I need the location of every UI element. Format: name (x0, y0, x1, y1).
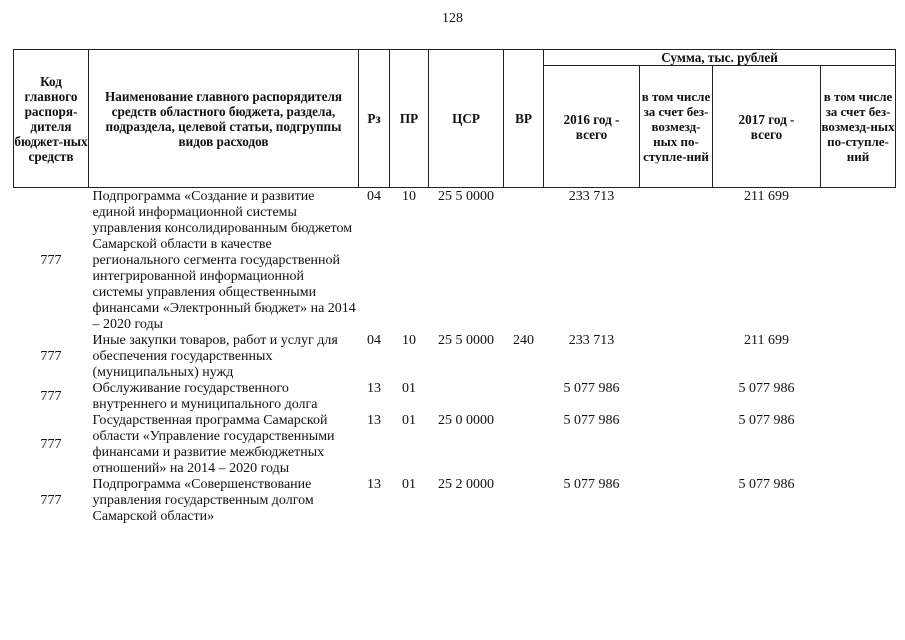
row-csr: 25 5 0000 (438, 333, 494, 348)
header-rz: Рз (359, 50, 390, 188)
row-pr: 01 (402, 381, 416, 396)
row-2016-total: 233 713 (568, 189, 615, 204)
row-csr (429, 381, 504, 413)
row-2016-total: 5 077 986 (563, 477, 620, 492)
header-2017-grants: в том числе за счет без-возмезд-ных по-ступле-ний (821, 66, 896, 188)
row-vr (504, 477, 544, 525)
row-2017-grants (821, 413, 896, 477)
table-row (14, 381, 896, 413)
table-row (14, 477, 896, 525)
row-2017-grants (821, 188, 896, 334)
row-csr: 25 2 0000 (438, 477, 494, 492)
table-row (14, 333, 896, 381)
row-2016-grants (640, 413, 713, 477)
table-body (14, 188, 896, 526)
header-2016-grants: в том числе за счет без-возмезд-ных по-ступле-ний (640, 66, 713, 188)
row-vr: 240 (513, 333, 534, 348)
row-name: Подпрограмма «Создание и развитие единой информационной системы управления консолидированным бюджетом Самарской области в качестве регионального сегмента государственной интегрированной информационной системы управления общественными финансами «Электронный бюджет» на 2014 – 2020 годы (92, 189, 356, 332)
row-2017-total: 5 077 986 (738, 381, 795, 396)
row-code: 777 (40, 349, 62, 364)
row-2016-grants (640, 381, 713, 413)
table-header (14, 50, 896, 188)
header-pr: ПР (390, 50, 429, 188)
row-2016-total: 233 713 (568, 333, 615, 348)
header-name: Наименование главного распорядителя средств областного бюджета, раздела, подраздела, целевой статьи, подгруппы видов расходов (89, 50, 359, 188)
row-rz: 04 (367, 189, 381, 204)
row-2016-grants (640, 333, 713, 381)
row-2017-total: 211 699 (744, 189, 789, 204)
row-rz: 04 (367, 333, 381, 348)
row-rz: 13 (367, 413, 381, 428)
row-pr: 01 (402, 477, 416, 492)
row-rz: 13 (367, 381, 381, 396)
row-name: Обслуживание государственного внутреннего и муниципального долга (92, 381, 318, 412)
header-sum-group: Сумма, тыс. рублей (544, 50, 896, 66)
row-rz: 13 (367, 477, 381, 492)
row-name: Подпрограмма «Совершенствование управления государственным долгом Самарской области» (92, 477, 314, 524)
row-2017-total: 5 077 986 (738, 413, 795, 428)
row-2016-grants (640, 477, 713, 525)
header-2016-total: 2016 год - всего (544, 66, 640, 188)
row-pr: 01 (402, 413, 416, 428)
row-name: Иные закупки товаров, работ и услуг для обеспечения государственных (муниципальных) нужд (92, 333, 338, 380)
row-vr (504, 188, 544, 334)
row-2017-grants (821, 477, 896, 525)
row-name: Государственная программа Самарской области «Управление государственными финансами и развитие межбюджетных отношений» на 2014 – 2020 годы (92, 413, 335, 476)
row-code: 777 (40, 493, 62, 508)
row-2016-total: 5 077 986 (563, 413, 620, 428)
header-vr: ВР (504, 50, 544, 188)
row-csr: 25 5 0000 (438, 189, 494, 204)
header-code: Код главного распоря-дителя бюджет-ных средств (14, 50, 89, 188)
row-2016-grants (640, 188, 713, 334)
header-2017-total: 2017 год - всего (713, 66, 821, 188)
table-row (14, 188, 896, 334)
row-code: 777 (40, 389, 62, 404)
row-csr: 25 0 0000 (438, 413, 494, 428)
row-2016-total: 5 077 986 (563, 381, 620, 396)
budget-table (13, 49, 896, 525)
header-csr: ЦСР (429, 50, 504, 188)
page-number: 128 (442, 11, 463, 26)
row-pr: 10 (402, 333, 416, 348)
row-code: 777 (40, 437, 62, 452)
row-2017-total: 5 077 986 (738, 477, 795, 492)
row-pr: 10 (402, 189, 416, 204)
row-vr (504, 381, 544, 413)
row-2017-grants (821, 333, 896, 381)
row-2017-grants (821, 381, 896, 413)
row-2017-total: 211 699 (744, 333, 789, 348)
table-row (14, 413, 896, 477)
row-code: 777 (40, 253, 62, 268)
row-vr (504, 413, 544, 477)
